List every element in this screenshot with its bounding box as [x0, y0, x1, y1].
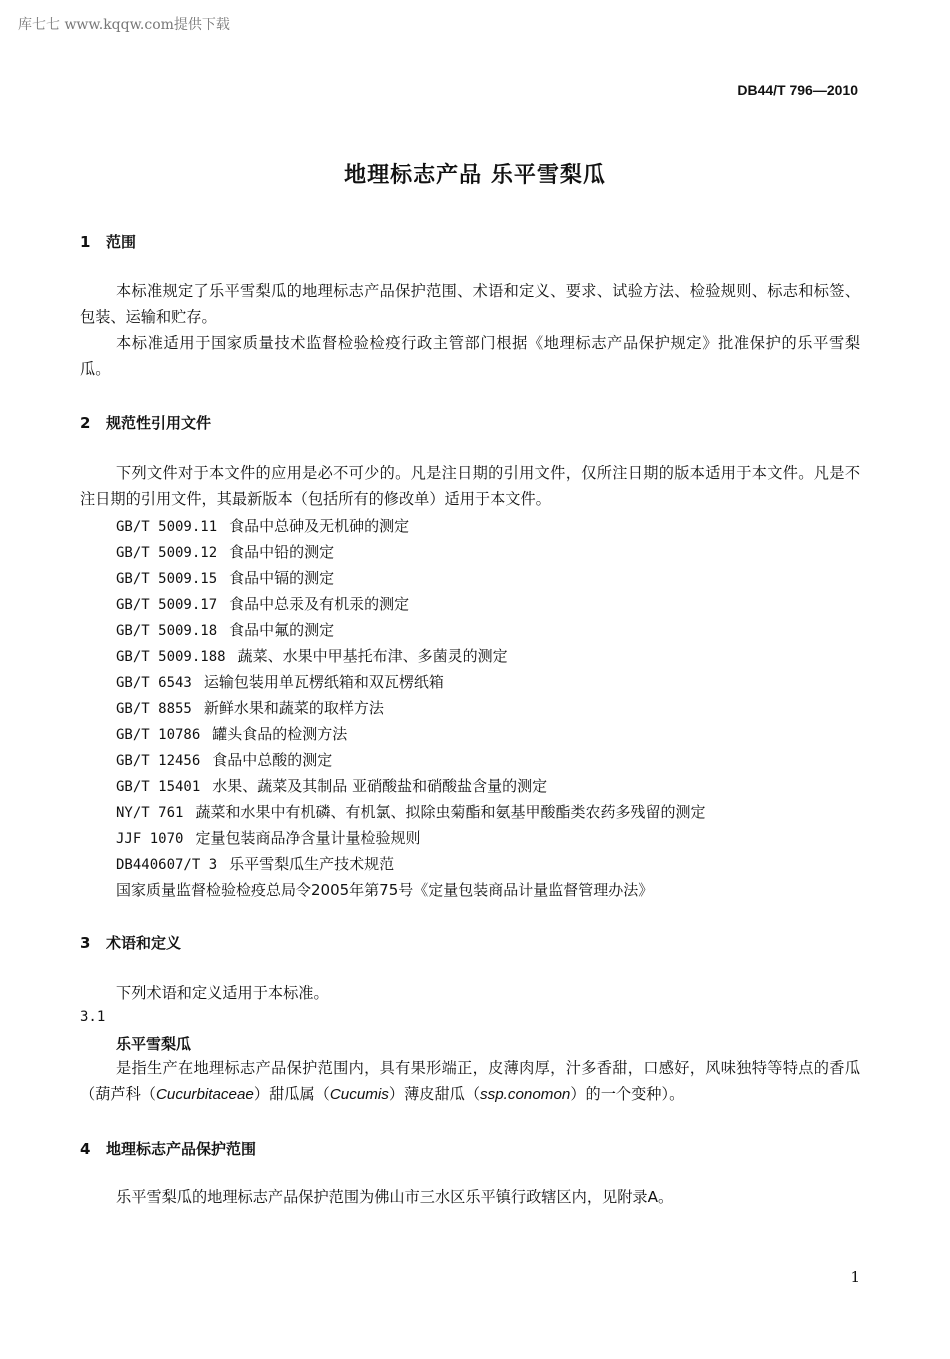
reference-code: NY/T 761 — [116, 805, 184, 821]
reference-code: GB/T 5009.17 — [116, 597, 218, 613]
reference-code: GB/T 15401 — [116, 779, 201, 795]
reference-item — [116, 645, 508, 666]
definition-text: ）薄皮甜瓜（ — [388, 1085, 481, 1103]
reference-title: 蔬菜、水果中甲基托布津、多菌灵的测定 — [237, 647, 508, 665]
standard-code: DB44/T 796—2010 — [737, 82, 858, 98]
reference-code: GB/T 6543 — [116, 675, 192, 691]
section-title: 术语和定义 — [106, 934, 182, 952]
section-number: 4 — [80, 1140, 91, 1158]
reference-title: 食品中氟的测定 — [229, 621, 335, 639]
latin-name: Cucumis — [329, 1086, 389, 1103]
reference-code: GB/T 5009.15 — [116, 571, 218, 587]
watermark: 库七七 www.kqqw.com提供下载 — [18, 17, 230, 33]
definition-text: 是指生产在地理标志产品保护范围内，具有果形端正，皮薄肉厚，汁多香甜，口感好，风味独特等特点的香瓜（葫芦科（ — [80, 1059, 860, 1103]
section-1-heading — [80, 231, 136, 252]
section-3-paragraph-1: 下列术语和定义适用于本标准。 — [116, 984, 329, 1002]
reference-item — [116, 541, 334, 562]
reference-item — [116, 723, 347, 744]
reference-code: DB440607/T 3 — [116, 857, 218, 873]
section-3-heading — [80, 932, 181, 953]
reference-title: 定量包装商品净含量计量检验规则 — [195, 829, 421, 847]
definition-text: ）甜瓜属（ — [253, 1085, 330, 1103]
reference-title: 食品中总汞及有机汞的测定 — [229, 595, 410, 613]
reference-title: 水果、蔬菜及其制品 亚硝酸盐和硝酸盐含量的测定 — [212, 777, 548, 795]
reference-code: GB/T 5009.12 — [116, 545, 218, 561]
reference-item — [116, 697, 384, 718]
reference-item — [116, 853, 394, 874]
reference-title: 新鲜水果和蔬菜的取样方法 — [203, 699, 384, 717]
section-4-heading — [80, 1138, 256, 1159]
term-number: 3.1 — [80, 1009, 106, 1025]
reference-item — [116, 567, 334, 588]
definition-text: ）的一个变种）。 — [570, 1085, 685, 1103]
term-name: 乐平雪梨瓜 — [116, 1035, 192, 1053]
reference-title: 食品中铅的测定 — [229, 543, 335, 561]
reference-item — [116, 775, 547, 796]
reference-code: GB/T 5009.188 — [116, 649, 226, 665]
latin-name: ssp.conomon — [480, 1086, 571, 1103]
reference-item — [116, 593, 409, 614]
reference-code: GB/T 5009.18 — [116, 623, 218, 639]
section-1-paragraph-1: 本标准规定了乐平雪梨瓜的地理标志产品保护范围、术语和定义、要求、试验方法、检验规则、标志和标签、包装、运输和贮存。 — [80, 282, 860, 326]
document-title: 地理标志产品 乐平雪梨瓜 — [344, 163, 606, 188]
section-1-paragraph-2: 本标准适用于国家质量技术监督检验检疫行政主管部门根据《地理标志产品保护规定》批准保护的乐平雪梨瓜。 — [80, 334, 860, 378]
reference-item — [116, 801, 705, 822]
section-number: 1 — [80, 233, 91, 251]
section-number: 2 — [80, 414, 91, 432]
section-2-paragraph-1: 下列文件对于本文件的应用是必不可少的。凡是注日期的引用文件，仅所注日期的版本适用于本文件。凡是不注日期的引用文件，其最新版本（包括所有的修改单）适用于本文件。 — [80, 464, 860, 508]
reference-title: 国家质量监督检验检疫总局令2005年第75号《定量包装商品计量监督管理办法》 — [116, 881, 654, 899]
reference-item — [116, 515, 409, 536]
section-4-paragraph-1: 乐平雪梨瓜的地理标志产品保护范围为佛山市三水区乐平镇行政辖区内，见附录A。 — [116, 1188, 674, 1206]
reference-title: 食品中镉的测定 — [229, 569, 335, 587]
reference-title: 罐头食品的检测方法 — [212, 725, 348, 743]
reference-item — [116, 879, 653, 900]
section-2-heading — [80, 412, 211, 433]
section-title: 地理标志产品保护范围 — [106, 1140, 257, 1158]
reference-item — [116, 749, 332, 770]
section-title: 规范性引用文件 — [106, 414, 212, 432]
latin-name: Cucurbitaceae — [155, 1086, 254, 1103]
reference-code: GB/T 10786 — [116, 727, 201, 743]
reference-code: GB/T 8855 — [116, 701, 192, 717]
section-number: 3 — [80, 934, 91, 952]
reference-item — [116, 619, 334, 640]
reference-item — [116, 671, 444, 692]
reference-title: 乐平雪梨瓜生产技术规范 — [229, 855, 395, 873]
reference-code: JJF 1070 — [116, 831, 184, 847]
reference-title: 食品中总砷及无机砷的测定 — [229, 517, 410, 535]
reference-title: 食品中总酸的测定 — [212, 751, 333, 769]
reference-code: GB/T 5009.11 — [116, 519, 218, 535]
term-definition — [80, 1055, 860, 1108]
reference-title: 蔬菜和水果中有机磷、有机氯、拟除虫菊酯和氨基甲酸酯类农药多残留的测定 — [195, 803, 706, 821]
reference-item — [116, 827, 420, 848]
reference-code: GB/T 12456 — [116, 753, 201, 769]
section-title: 范围 — [106, 233, 137, 251]
page-number: 1 — [850, 1268, 860, 1286]
reference-title: 运输包装用单瓦楞纸箱和双瓦楞纸箱 — [203, 673, 444, 691]
